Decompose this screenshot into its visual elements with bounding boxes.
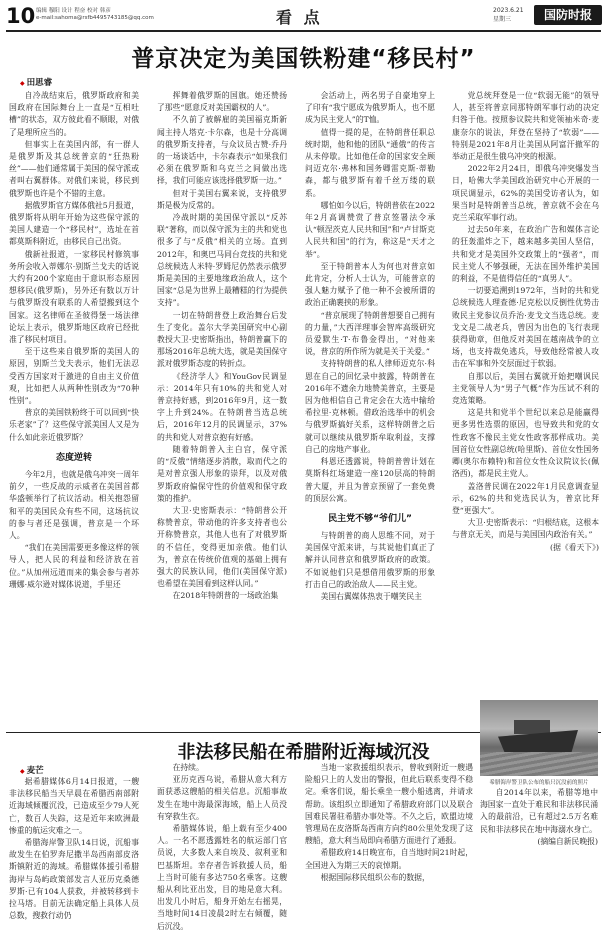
paragraph: 哪怕如今以后，特朗普依在2022年2月高调赞赏了普京签署法令承认“顿涅茨克人民共和国”和“卢甘斯克人民共和国”的行为，称这是“天才之举”。 — [305, 200, 435, 259]
paragraph: 俄新社报道，一家移民村修筑事务所会收入蒂娜尔·别斯兰戈夫的话说大约有200个家庭由于意识形态原因想移民(俄罗斯)，另外还有数以万计与俄罗斯没有联系的人希望搬到这个国家。这名律师在圣彼得堡一场法律论坛上表示，俄罗斯地区政府已经批准了移民村项目。 — [9, 249, 139, 345]
weekday-text: 星期三 — [493, 16, 512, 23]
paragraph: “我们在美国需要更多像这样的领导人，把人民的利益和经济放在首位。”从加州远道而来的集会参与者苏珊娜·威尔逊对媒体说道，手里还 — [9, 543, 139, 589]
paragraph: 普京的美国铁粉终于可以回到“快乐老家”了？这些保守派美国人又是为什么如此亲近俄罗斯？ — [9, 408, 139, 442]
paragraph: 希腊政府14日晚宣布，自当地时间21时起，全国进入为期三天的哀悼期。 — [305, 848, 473, 870]
article1-column-1 — [9, 90, 139, 728]
paragraph: 《经济学人》和YouGov民调显示：2014年只有10%的共和党人对普京持好感，到2016年9月，这一数字上升到24%。在特朗普当选总统后，2016年12月的民调显示，37%的共和党人对普京抱有好感。 — [157, 371, 287, 442]
email-line: e-mail:sahoma@rsfb4495743185@qq.com — [36, 15, 154, 21]
paper-logo: 国防时报 — [534, 5, 602, 25]
paragraph: 支持特朗普的私人律师迈克尔·科恩在自己的回忆录中披露，特朗普在2016年不遗余力地赞美普京，主要是因为他相信自己肯定会在大选中输给希拉里·克林顿。借政治选举中的机会与俄罗斯搞好关系，这样特朗普之后就可以继续从俄罗斯牟取利益，支撑自己的房地产事业。 — [305, 359, 435, 454]
paragraph: 与特朗普的商人思维不同，对于美国保守派来讲，与其说他们真正了解并认同普京和俄罗斯政府的政策。不如说他们只是想借用俄罗斯的形象打击自己的政治敌人——民主党。 — [305, 530, 435, 589]
section-title: 看 点 — [276, 8, 323, 27]
paragraph: 科恩还透露说，特朗普曾计划在莫斯科红场建造一座120层高的特朗普大厦，并且为普京预留了一套免费的顶层公寓。 — [305, 457, 435, 503]
paragraph: 一切在特朗普登上政治舞台后发生了变化。盖尔大学美国研究中心副教授大卫·史密斯指出，特朗普赢下的那场2016年总统大选，就是美国保守派对俄罗斯态度的转折点。 — [157, 310, 287, 369]
paragraph: 党总统拜登是一位“软弱无能”的领导人，甚至将普京同那特朗军事行动的决定归咎于他。按照参议院共和党领袖米奇·麦康奈尔的说法，拜登在坚持了“软弱”——特别是2021年8月让美国从阿富汗撤军的举动正是很生俄乌冲突的根源。 — [452, 91, 599, 162]
article1-headline: 普京决定为美国铁粉建“移民村” — [131, 46, 476, 72]
triangle-icon: ◆ — [20, 80, 25, 87]
paragraph: 今年2月，也就是俄乌冲突一周年前夕，一些反战的示威者在美国首都华盛顿举行了抗议活动。相关抱怨留和平的美国民众有些不同，这场抗议的参与者还是强调，普京是一个坏人。 — [9, 469, 139, 540]
paragraph: 不久前了被解雇的美国福克斯新闻主持人塔克·卡尔森，也是十分高调的俄罗斯支持者，与众议员古赞·乔丹的一场谈话中，卡尔森表示“如果我们必须在俄罗斯和乌克兰之间做出选择，我们可能应该选择俄罗斯一边。” — [157, 115, 287, 186]
sinking-ship-photo — [480, 700, 598, 776]
paragraph: 亚历克西乌说，希腊从意大利方面获悉这艘船的相关信息。沉船事故发生在地中海最深海域，船上人员没有穿救生衣。 — [157, 775, 287, 821]
article2-column-1 — [9, 776, 139, 921]
article2-column-4 — [480, 787, 598, 846]
paragraph: 大卫·史密斯表示：“归根结底，这根本与普京无关，而是与美国国内政治有关。” — [452, 518, 599, 540]
article1-column-2 — [157, 90, 287, 728]
paragraph: 但对于美国右翼来说，支持俄罗斯是极为反常的。 — [157, 188, 287, 210]
paragraph: 2022年2月24日，即俄乌冲突爆发当日，哈佛大学美国政治研究中心开展的一项民调显示，62%的美国受访者认为，如果当时是特朗普当总统，普京就不会在乌克兰采取军事行动。 — [452, 164, 599, 223]
subheading: 态度逆转 — [55, 452, 92, 463]
sea-waves — [480, 752, 598, 776]
paragraph: 在持续。 — [172, 763, 204, 772]
photo-caption: 希腊海岸警卫队公布的船只沉没前的照片 — [489, 780, 589, 786]
paragraph: 值得一提的是，在特朗普任职总统时期，他和他的团队“通俄”的传言从未停歇。比如他任命的国家安全顾问迈克尔·弗林和国务卿雷克斯·蒂勒森，都与俄罗斯有着千丝万缕的联系。 — [305, 127, 435, 198]
paragraph: 当地一家救援组织表示，曾收到附近一艘遇险船只上的人发出的警报，但此后联系变得不稳定。乘客们说，船长乘坐一艘小船逃离，并请求帮助。该组织立即通知了希腊政府部门以及联合国难民署驻希腊办事处等。不久之后，欧盟边境管理局在皮洛斯岛西南方向约80公里处发现了这艘船，意大利当局即向希腊方面进行了通报。 — [305, 763, 473, 846]
paragraph: 大卫·史密斯表示：“特朗普公开称赞普京，带动他的许多支持者也公开称赞普京，其他人也有了对俄罗斯的不信任，变得更加亲俄。他们认为，普京在传统价值观的基础上拥有强大的民族认同，他们(美国保守派)也希望在美国看到这样认同。” — [157, 505, 287, 589]
article1-byline — [20, 76, 52, 88]
article1-column-3 — [305, 90, 435, 728]
paragraph: 据希腊媒体6月14日报道，一艘非法移民船当天早晨在希腊西南部附近海域倾覆沉没，已造成至少79人死亡，数百人失踪，这是近年来欧洲最惨重的航运灾难之一。 — [9, 777, 139, 835]
article2-byline — [20, 764, 44, 776]
paragraph: 但事实上在美国内部，有一群人是俄罗斯及其总统普京的“狂热粉丝”——他们通常属于美国的保守派或者叫右翼群体。对俄们来说，移民到俄罗斯也许是个不错的主意。 — [9, 139, 139, 198]
byline-text: 麦芒 — [26, 766, 44, 776]
article2-headline: 非法移民船在希腊附近海域沉没 — [177, 742, 430, 763]
paragraph: 希腊媒体说，船上载有至少400人。一名不愿透露姓名的航运部门官员说，大多数人来自埃及、叙利亚和巴基斯坦。幸存者告诉救援人员，船上当时可能有多达750名乘客。这艘船从利比亚出发，目的地是意大利。出发几小时后，船身开始左右摇晃，当地时间14日凌晨2时左右倾覆，随后沉没。 — [157, 824, 287, 931]
paragraph: 根据国际移民组织公布的数据， — [320, 872, 430, 882]
date-text: 2023.6.21 — [493, 7, 524, 14]
masthead — [6, 4, 601, 28]
paragraph: 挥舞着俄罗斯的国旗。她还赞扬了那些“愿意反对美国霸权的人”。 — [157, 91, 287, 113]
article1-column-4 — [452, 90, 599, 728]
staff-line: 编辑 穆阳 设计 程奋 校对 韩彦 — [36, 8, 111, 14]
paragraph: 一切要追溯到1972年，当时的共和党总统候选人理查德·尼克松以反倒性优势击败民主党参议员乔治·麦戈文当选总统。麦戈文是二战老兵，曾因为出色的飞行表现获得勋章，但他反对美国在越南战争的立场，也支持裁免逃兵，导致他经常被人攻击在军事和外交层面过于软弱。 — [452, 286, 599, 369]
paragraph: 随着特朗普入主白宫，保守派的“反俄”情绪逐步消散，取而代之的是对普京强人形象的崇拜，以及对俄罗斯政府偏保守性的价值观和保守政策的推护。 — [157, 444, 287, 503]
paragraph: 据俄罗斯官方媒体俄社5月报道，俄罗斯将从明年开始为这些保守派的美国人建造一个“移民村”，选址在首都莫斯科附近，由移民自己出资。 — [9, 200, 139, 247]
article2-column-2 — [157, 762, 287, 931]
masthead-rule — [6, 30, 601, 32]
triangle-icon: ◆ — [20, 768, 25, 775]
paragraph: 冷战时期的美国保守派以“反苏联”著称，而以保守派为主的共和党也很多了与“反俄”相关的立场。直到2012年，和奥巴马同台竞技的共和党总统候选人米特·罗姆尼仍然表示俄罗斯是美国的主要地缘政治敌人，这个国家“总是为世界上最糟糕的行为提供支持”。 — [157, 213, 287, 308]
paragraph: 至于这些来自俄罗斯的美国人的原因，别斯兰戈夫表示，他们无法忍受西方国家对于激进的自由主义价值观，比如把人从两种性别改为“70种性别”。 — [9, 347, 139, 406]
paragraph: “普京展现了特朗普想要自己拥有的力量，”大西洋理事会智库高级研究员爱默生·T·布鲁金得出，“对他来说，普京的所作所为就是关于关爱。” — [305, 310, 435, 357]
paragraph: 希腊海岸警卫队14日说，沉船事故发生在伯罗奔尼撒半岛西南部皮洛斯镇附近的海域。希腊媒体援引希腊海岸与岛屿政策部发言人亚历克桑德罗斯·已有104人获救，并被转移到卡拉马塔。目前无法确定船上具体人员总数，搜救行动仍 — [9, 838, 139, 921]
paragraph: 美国右翼媒体热衷于嘲笑民主 — [320, 591, 422, 601]
source-credit: (据《看天下》) — [550, 542, 599, 552]
paragraph: 过去50年来，在政治广告和媒体言论的狂轰滥炸之下，越来越多美国人坚信，共和党才是美国外交政策上的“强者”，而民主党人不够强硬，无法在国外维护美国的利益，不是值得信任的“真男人”。 — [452, 225, 599, 284]
paragraph: 自那以后，美国右翼就开始把嘲讽民主党领导人为“男子气概”作为压试不利的竞选策略。 — [452, 371, 599, 406]
paragraph: 自2014年以来，希腊等地中海国家一直处于难民和非法移民涌入的最前沿，已有超过2.5万名难民和非法移民在地中海溺水身亡。 — [480, 788, 598, 834]
paragraph: 自冷战结束后，俄罗斯政府和美国政府在国际舞台上一直是“互相吐槽”的状态，双方彼此看不顺眼，对俄了是理所应当的。 — [9, 91, 139, 137]
ship-cabin — [514, 720, 550, 734]
issue-date — [493, 6, 524, 24]
byline-text: 田思睿 — [26, 78, 53, 88]
paragraph: 至于特朗普本人为何也对普京如此肯定，分析人士认为，可能普京的强人魅力赋予了他一种不会被所谓的政治正确裹挟的形象。 — [305, 261, 435, 308]
paragraph: 这是共和党半个世纪以来总是能赢得更多男性选票的原因，也导致共和党的女性政客不像民主党女性政客那样成功。美国首位女性副总统(哈里斯)、首位女性国务卿(奥尔布赖特)和首位女性众议院议长(佩洛西)，都是民主党人。 — [452, 408, 599, 479]
page-number: 10 — [6, 4, 36, 28]
paragraph: 在2018年特朗普的一场政治集 — [172, 591, 279, 601]
paragraph: 盖洛普民调在2022年1月民意调查显示，62%的共和党选民认为，普京比拜登“更强大”。 — [452, 481, 599, 515]
subheading: 民主党不够“爷们儿” — [328, 513, 412, 524]
paragraph: 会活动上，两名男子自豪地穿上了印有“我宁愿成为俄罗斯人，也不愿成为民主党人”的T恤。 — [305, 91, 435, 125]
article2-column-3 — [305, 762, 473, 882]
source-credit: (摘编自新民晚报) — [537, 836, 598, 846]
